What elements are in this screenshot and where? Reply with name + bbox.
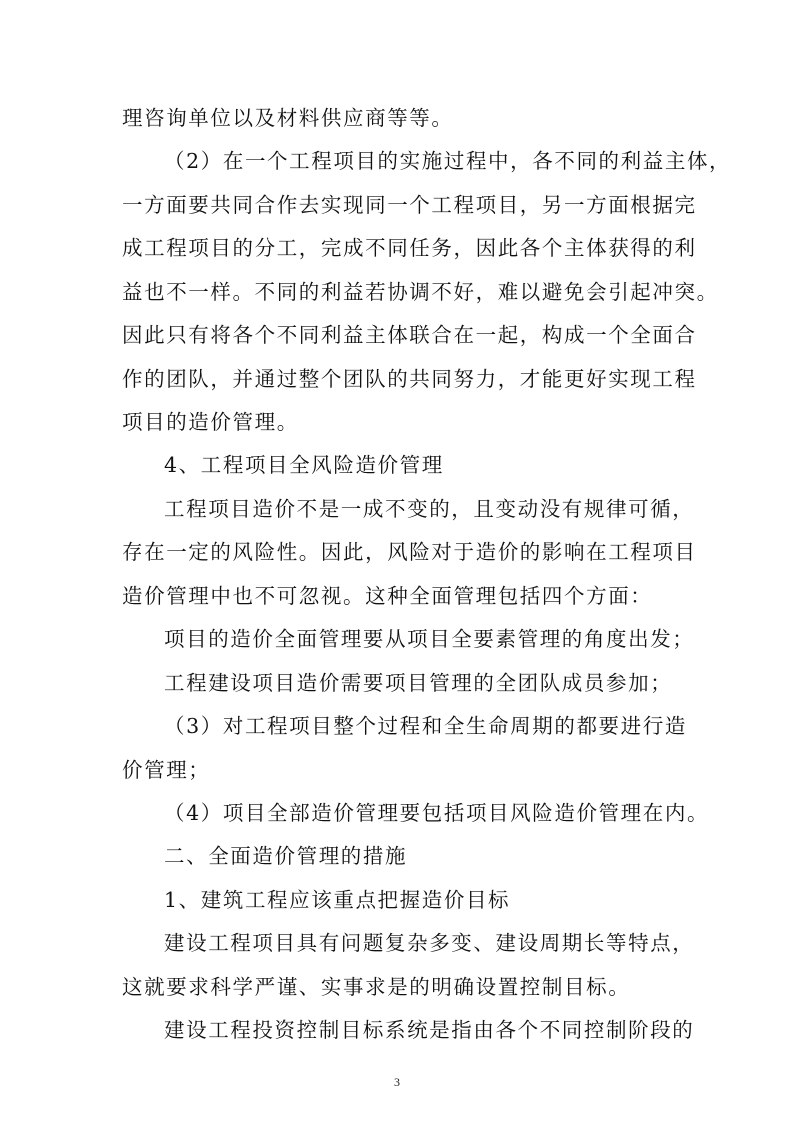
page-number: 3 bbox=[394, 1075, 400, 1089]
text-line: （4）项目全部造价管理要包括项目风险造价管理在内。 bbox=[164, 801, 710, 825]
section-heading: 二、全面造价管理的措施 bbox=[164, 844, 408, 868]
text-line: 作的团队，并通过整个团队的共同努力，才能更好实现工程 bbox=[122, 367, 697, 391]
text-line: 一方面要共同合作去实现同一个工程项目，另一方面根据完 bbox=[122, 193, 697, 217]
text-line: 工程建设项目造价需要项目管理的全团队成员参加； bbox=[164, 671, 673, 695]
section-heading: 4、工程项目全风险造价管理 bbox=[164, 453, 444, 477]
text-line: 项目的造价管理。 bbox=[122, 410, 299, 434]
text-line: 成工程项目的分工，完成不同任务，因此各个主体获得的利 bbox=[122, 236, 697, 260]
text-line: 造价管理中也不可忽视。这种全面管理包括四个方面： bbox=[122, 584, 653, 608]
text-line: 这就要求科学严谨、实事求是的明确设置控制目标。 bbox=[122, 975, 631, 999]
text-line: 存在一定的风险性。因此，风险对于造价的影响在工程项目 bbox=[122, 540, 697, 564]
text-line: 因此只有将各个不同利益主体联合在一起，构成一个全面合 bbox=[122, 323, 697, 347]
text-line: 理咨询单位以及材料供应商等等。 bbox=[122, 106, 454, 130]
text-line: 项目的造价全面管理要从项目全要素管理的角度出发； bbox=[164, 627, 695, 651]
text-line: （3）对工程项目整个过程和全生命周期的都要进行造 bbox=[164, 714, 687, 738]
text-line: 益也不一样。不同的利益若协调不好，难以避免会引起冲突。 bbox=[122, 280, 719, 304]
text-line: 建设工程投资控制目标系统是指由各个不同控制阶段的 bbox=[164, 1018, 695, 1042]
text-line: 工程项目造价不是一成不变的，且变动没有规律可循， bbox=[164, 497, 695, 521]
text-line: 价管理； bbox=[122, 758, 211, 782]
text-line: （2）在一个工程项目的实施过程中，各不同的利益主体， bbox=[164, 149, 732, 173]
text-line: 建设工程项目具有问题复杂多变、建设周期长等特点， bbox=[164, 931, 695, 955]
section-heading: 1、建筑工程应该重点把握造价目标 bbox=[164, 888, 511, 912]
